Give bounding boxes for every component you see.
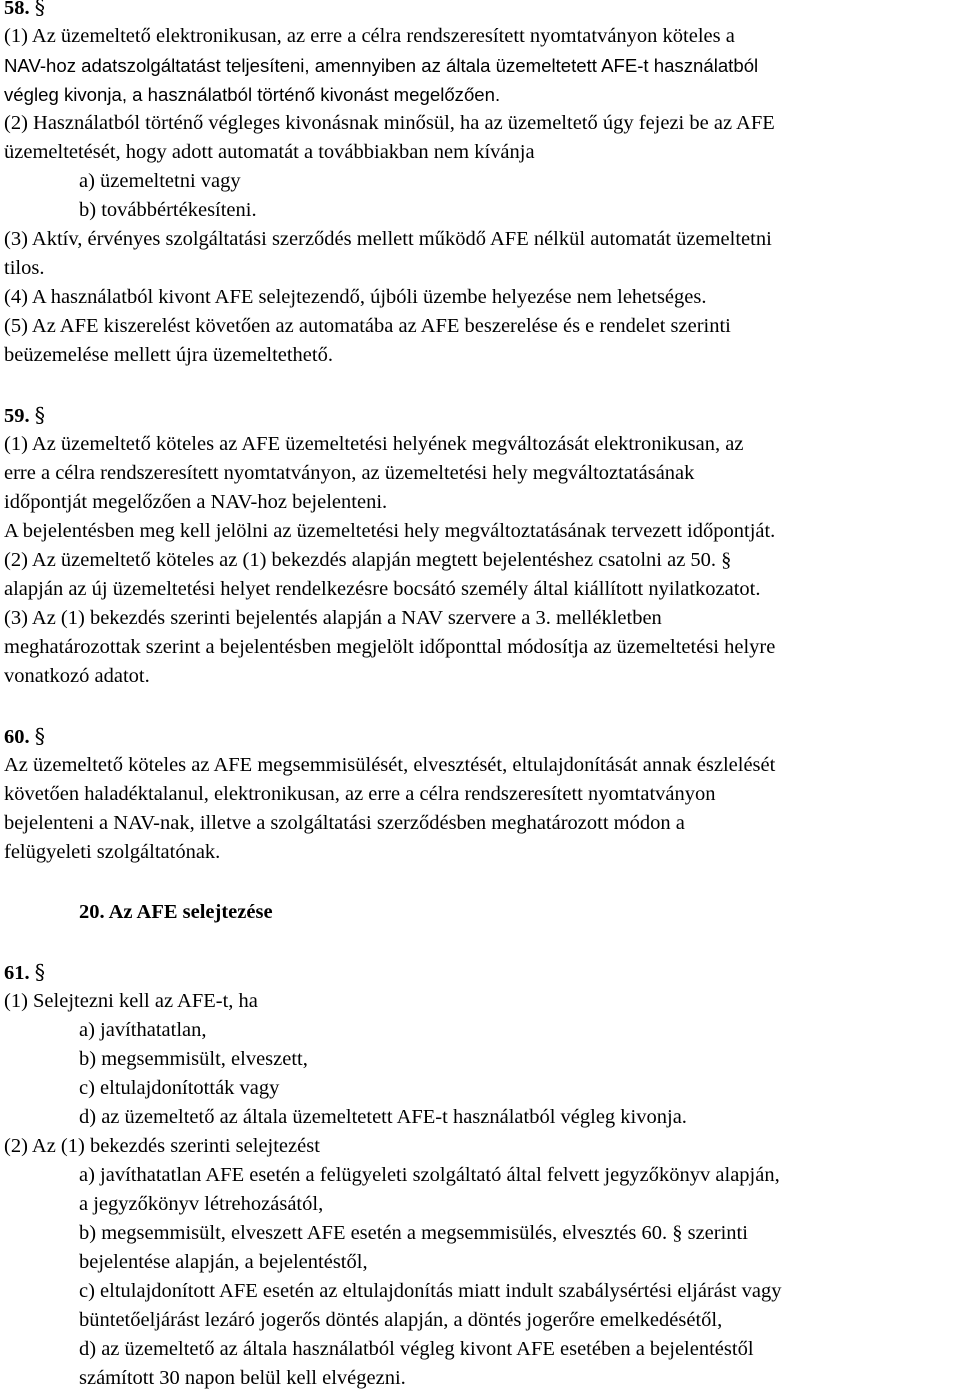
- s58-line: üzemeltetését, hogy adott automatát a továbbiakban nem kívánja: [4, 141, 535, 163]
- section-sign-icon: §: [34, 403, 45, 427]
- chapter-heading: 20. Az AFE selejtezése: [79, 901, 273, 923]
- s59-line: erre a célra rendszeresített nyomtatványon, az üzemeltetési hely megváltoztatásának: [4, 462, 695, 484]
- s59-line: alapján az új üzemeltetési helyet rendelkezésre bocsátó személy által kiállított nyilatkozatot.: [4, 578, 761, 600]
- s60-line: követően haladéktalanul, elektronikusan, az erre a célra rendszeresített nyomtatványon: [4, 783, 716, 805]
- s59-line: (1) Az üzemeltető köteles az AFE üzemeltetési helyének megváltozását elektronikusan, az: [4, 433, 744, 455]
- section-sign-icon: §: [34, 960, 45, 984]
- s58-line: (4) A használatból kivont AFE selejtezendő, újbóli üzembe helyezése nem lehetséges.: [4, 286, 707, 308]
- section-number: 59.: [4, 405, 30, 427]
- section-number: 60.: [4, 726, 30, 748]
- s58-line: beüzemelése mellett újra üzemeltethető.: [4, 344, 333, 366]
- section-spacer: [4, 867, 956, 898]
- s59-line: (3) Az (1) bekezdés szerinti bejelentés alapján a NAV szervere a 3. mellékletben: [4, 607, 662, 629]
- section-spacer: [4, 370, 956, 401]
- s59-line: meghatározottak szerint a bejelentésben megjelölt időponttal módosítja az üzemeltetési helyre: [4, 636, 776, 658]
- s58-line: (5) Az AFE kiszerelést követően az automatába az AFE beszerelése és e rendelet szerinti: [4, 315, 731, 337]
- s61-list-item: büntetőeljárást lezáró jogerős döntés alapján, a döntés jogerőre emelkedésétől,: [79, 1309, 723, 1331]
- s61-list-item: b) megsemmisült, elveszett AFE esetén a megsemmisülés, elvesztés 60. § szerinti: [79, 1222, 748, 1244]
- s58-list-item: b) továbbértékesíteni.: [79, 199, 257, 221]
- s61-list-item: b) megsemmisült, elveszett,: [79, 1048, 308, 1070]
- s61-list-item: a jegyzőkönyv létrehozásától,: [79, 1193, 324, 1215]
- s59-line: A bejelentésben meg kell jelölni az üzemeltetési hely megváltoztatásának tervezett időpontját.: [4, 520, 776, 542]
- s61-list-item: bejelentése alapján, a bejelentéstől,: [79, 1251, 368, 1273]
- section-59-heading: [4, 401, 956, 430]
- s58-line: (2) Használatból történő végleges kivonásnak minősül, ha az üzemeltető úgy fejezi be az AFE: [4, 112, 775, 134]
- section-spacer: [4, 691, 956, 722]
- s61-list-item: c) eltulajdonított AFE esetén az eltulajdonítás miatt indult szabálysértési eljárást vagy: [79, 1280, 782, 1302]
- s61-list-item: számított 30 napon belül kell elvégezni.: [79, 1367, 406, 1389]
- s61-paragraph-intro: (2) Az (1) bekezdés szerinti selejtezést: [4, 1135, 320, 1157]
- s59-line: (2) Az üzemeltető köteles az (1) bekezdés alapján megtett bejelentéshez csatolni az 50. §: [4, 549, 732, 571]
- s58-line: (3) Aktív, érvényes szolgáltatási szerződés mellett működő AFE nélkül automatát üzemeltetni: [4, 228, 772, 250]
- s58-list-item: a) üzemeltetni vagy: [79, 170, 241, 192]
- section-number: 58.: [4, 0, 30, 19]
- section-60-heading: [4, 722, 956, 751]
- section-61-heading: [4, 958, 956, 987]
- s60-line: bejelenteni a NAV-nak, illetve a szolgáltatási szerződésben meghatározott módon a: [4, 812, 685, 834]
- document-page: [4, 0, 956, 1393]
- section-number: 61.: [4, 962, 30, 984]
- section-spacer: [4, 927, 956, 958]
- section-sign-icon: §: [34, 0, 45, 19]
- s59-line: időpontját megelőzően a NAV-hoz bejelenteni.: [4, 491, 388, 513]
- s61-list-item: a) javíthatatlan AFE esetén a felügyeleti szolgáltató által felvett jegyzőkönyv alapján,: [79, 1164, 780, 1186]
- s61-list-item: d) az üzemeltető az általa üzemeltetett AFE-t használatból végleg kivonja.: [79, 1106, 687, 1128]
- s59-line: vonatkozó adatot.: [4, 665, 150, 687]
- section-58-heading: [4, 0, 956, 22]
- s61-list-item: a) javíthatatlan,: [79, 1019, 207, 1041]
- s61-paragraph-intro: (1) Selejtezni kell az AFE-t, ha: [4, 990, 258, 1012]
- s58-line: NAV-hoz adatszolgáltatást teljesíteni, amennyiben az általa üzemeltetett AFE-t használatból: [4, 55, 759, 76]
- s58-line: tilos.: [4, 257, 45, 279]
- s60-line: Az üzemeltető köteles az AFE megsemmisülését, elvesztését, eltulajdonítását annak észlelését: [4, 754, 776, 776]
- s58-line: (1) Az üzemeltető elektronikusan, az erre a célra rendszeresített nyomtatványon köteles a: [4, 25, 735, 47]
- s61-list-item: d) az üzemeltető az általa használatból végleg kivont AFE esetében a bejelentéstől: [79, 1338, 754, 1360]
- s58-line: végleg kivonja, a használatból történő kivonást megelőzően.: [4, 84, 501, 105]
- s61-list-item: c) eltulajdonították vagy: [79, 1077, 280, 1099]
- section-sign-icon: §: [34, 724, 45, 748]
- s60-line: felügyeleti szolgáltatónak.: [4, 841, 221, 863]
